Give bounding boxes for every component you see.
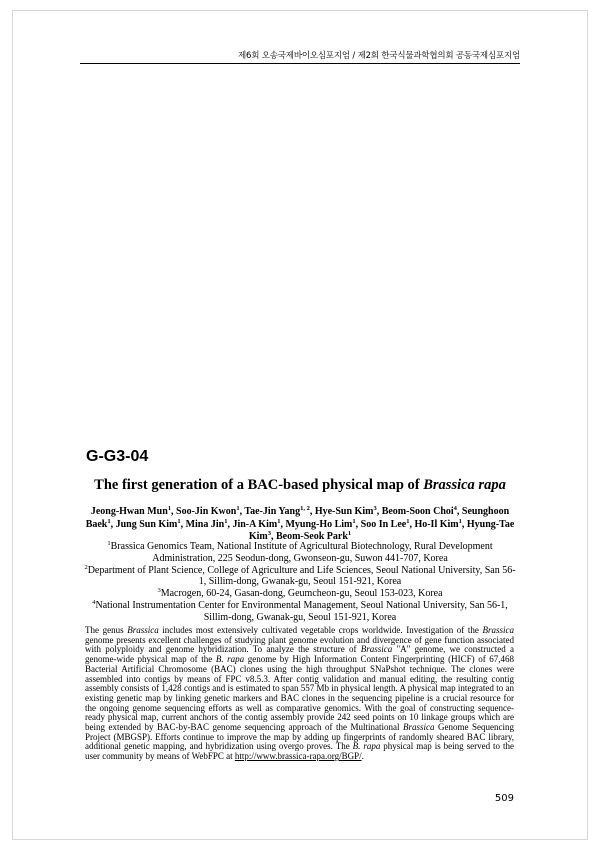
author-affiliation-marker: 1 [347,530,352,537]
abstract-body: The genus Brassica includes most extensively cultivated vegetable crops worldwide. Investigation of the Brassica genome presents excellent challenges of studying plant genome evolution and divergence of gene function associated with polyploidy and genome hybridization. To analyze the structure of Brassica "A" genome, we constructed a genome-wide physical map of the B. rapa genome by High Information Content Fingerprinting (HICF) of 67,468 Bacterial Artificial Chromosome (BAC) clones using the high throughput SNaPshot technique. The clones were assembled into contigs by means of FPC v8.5.3. After contig validation and manual editing, the resulting contig assembly consists of 1,428 contigs and is estimated to span 557 Mb in physical length. A physical map integrated to an existing genetic map by linking genetic markers and BAC clones in the sequencing pipeline is a crucial resource for the ongoing genome sequencing efforts as well as comparative genomics. With the goal of constructing sequence-ready physical map, current anchors of the contig assembly provide 242 seed points on 10 linkage groups which are being extended by BAC-by-BAC genome sequencing approach of the Multinational Brassica Genome Sequencing Project (MBGSP). Efforts continue to improve the map by adding up fingerprints of randomly sheared BAC library, additional genetic mapping, and hybridization using overgo proves. The B. rapa physical map is being served to the user community by means of WebFPC at http://www.brassica-rapa.org/BGP/. [85,625,515,762]
author-affiliation-marker: 3 [267,530,271,537]
author-affiliation-marker: 1 [167,505,172,512]
author-affiliation-marker: 1, 2 [300,505,310,512]
author-separator: , [376,506,382,517]
abstract-code: G-G3-04 [86,448,149,465]
affiliation-text: Brassica Genomics Team, National Institute of Agricultural Biotechnology, Rural Development Administration, 225 Seodun-dong, Gwonseon-gu, Suwon 441-707, Korea [110,541,493,564]
author-separator: , [171,506,177,517]
affiliation-list [84,541,516,624]
affiliation [84,541,516,565]
author-separator: , [270,531,276,542]
author-affiliation-marker: 3 [373,505,377,512]
author-separator: , [355,518,361,530]
running-header: 제6회 오송국제바이오심포지엄 / 제2회 한국식물과학협의회 공동국제심포지엄 [238,51,520,61]
author-separator: , [180,518,186,530]
author-name: Soo In Lee [360,518,407,530]
title-text: The first generation of a BAC-based physical map of [94,477,424,493]
author-name: Jin-A Kim [232,518,278,530]
author-name: Beom-Soon Choi [381,506,454,517]
author-separator: , [461,518,467,530]
author-separator: , [456,506,462,517]
author-separator: , [309,506,315,517]
author-name: Hyung-Tae Kim [248,518,515,542]
author-separator: , [409,518,415,530]
author-affiliation-marker: 1 [177,517,181,525]
author-name: Seunghoon Baek [85,506,510,530]
page-number: 509 [494,793,514,804]
paper-title [80,477,520,494]
author-name: Ho-Il Kim [414,518,459,530]
author-affiliation-marker: 1 [236,505,240,512]
author-affiliation-marker: 1 [224,517,228,525]
affiliation-number: 2 [84,563,88,571]
affiliation-text: National Instrumentation Center for Environmental Management, Seoul National University, San 56-1, Sillim-dong, Gwanak-gu, Seoul 151-921, Korea [95,599,508,623]
author-affiliation-marker: 1 [458,517,462,525]
author-affiliation-marker: 1 [107,517,111,525]
author-separator: , [280,518,286,530]
author-affiliation-marker: 4 [453,505,457,512]
author-separator: , [239,506,245,517]
author-name: Jung Sun Kim [115,518,178,530]
author-list [80,506,520,544]
title-species: Brassica rapa [423,477,506,493]
author-name: Beom-Seok Park [275,531,348,542]
author-name: Jeong-Hwan Mun [90,506,168,517]
affiliation-text: Macrogen, 60-24, Gasan-dong, Geumcheon-gu, Seoul 153-023, Korea [160,588,443,600]
author-name: Myung-Ho Lim [285,518,353,530]
affiliation [84,600,516,624]
affiliation-number: 3 [157,587,161,595]
webfpc-link[interactable]: http://www.brassica-rapa.org/BGP/ [234,751,362,762]
author-separator: , [110,518,116,530]
author-name: Hye-Sun Kim [314,506,374,517]
author-name: Mina Jin [185,518,225,530]
author-affiliation-marker: 1 [352,517,356,525]
affiliation [84,565,516,589]
affiliation-text: Department of Plant Science, College of Agriculture and Life Sciences, Seoul National University, San 56-1, Sillim-dong, Gwanak-gu, Seoul 151-921, Korea [87,564,516,588]
author-affiliation-marker: 1 [406,517,410,525]
affiliation-number: 4 [92,598,96,606]
author-affiliation-marker: 1 [277,517,281,525]
affiliation-number: 1 [107,540,111,547]
author-separator: , [227,518,233,530]
author-name: Soo-Jin Kwon [176,506,237,517]
affiliation [84,588,516,600]
author-name: Tae-Jin Yang [244,506,301,517]
header-rule [80,63,520,64]
